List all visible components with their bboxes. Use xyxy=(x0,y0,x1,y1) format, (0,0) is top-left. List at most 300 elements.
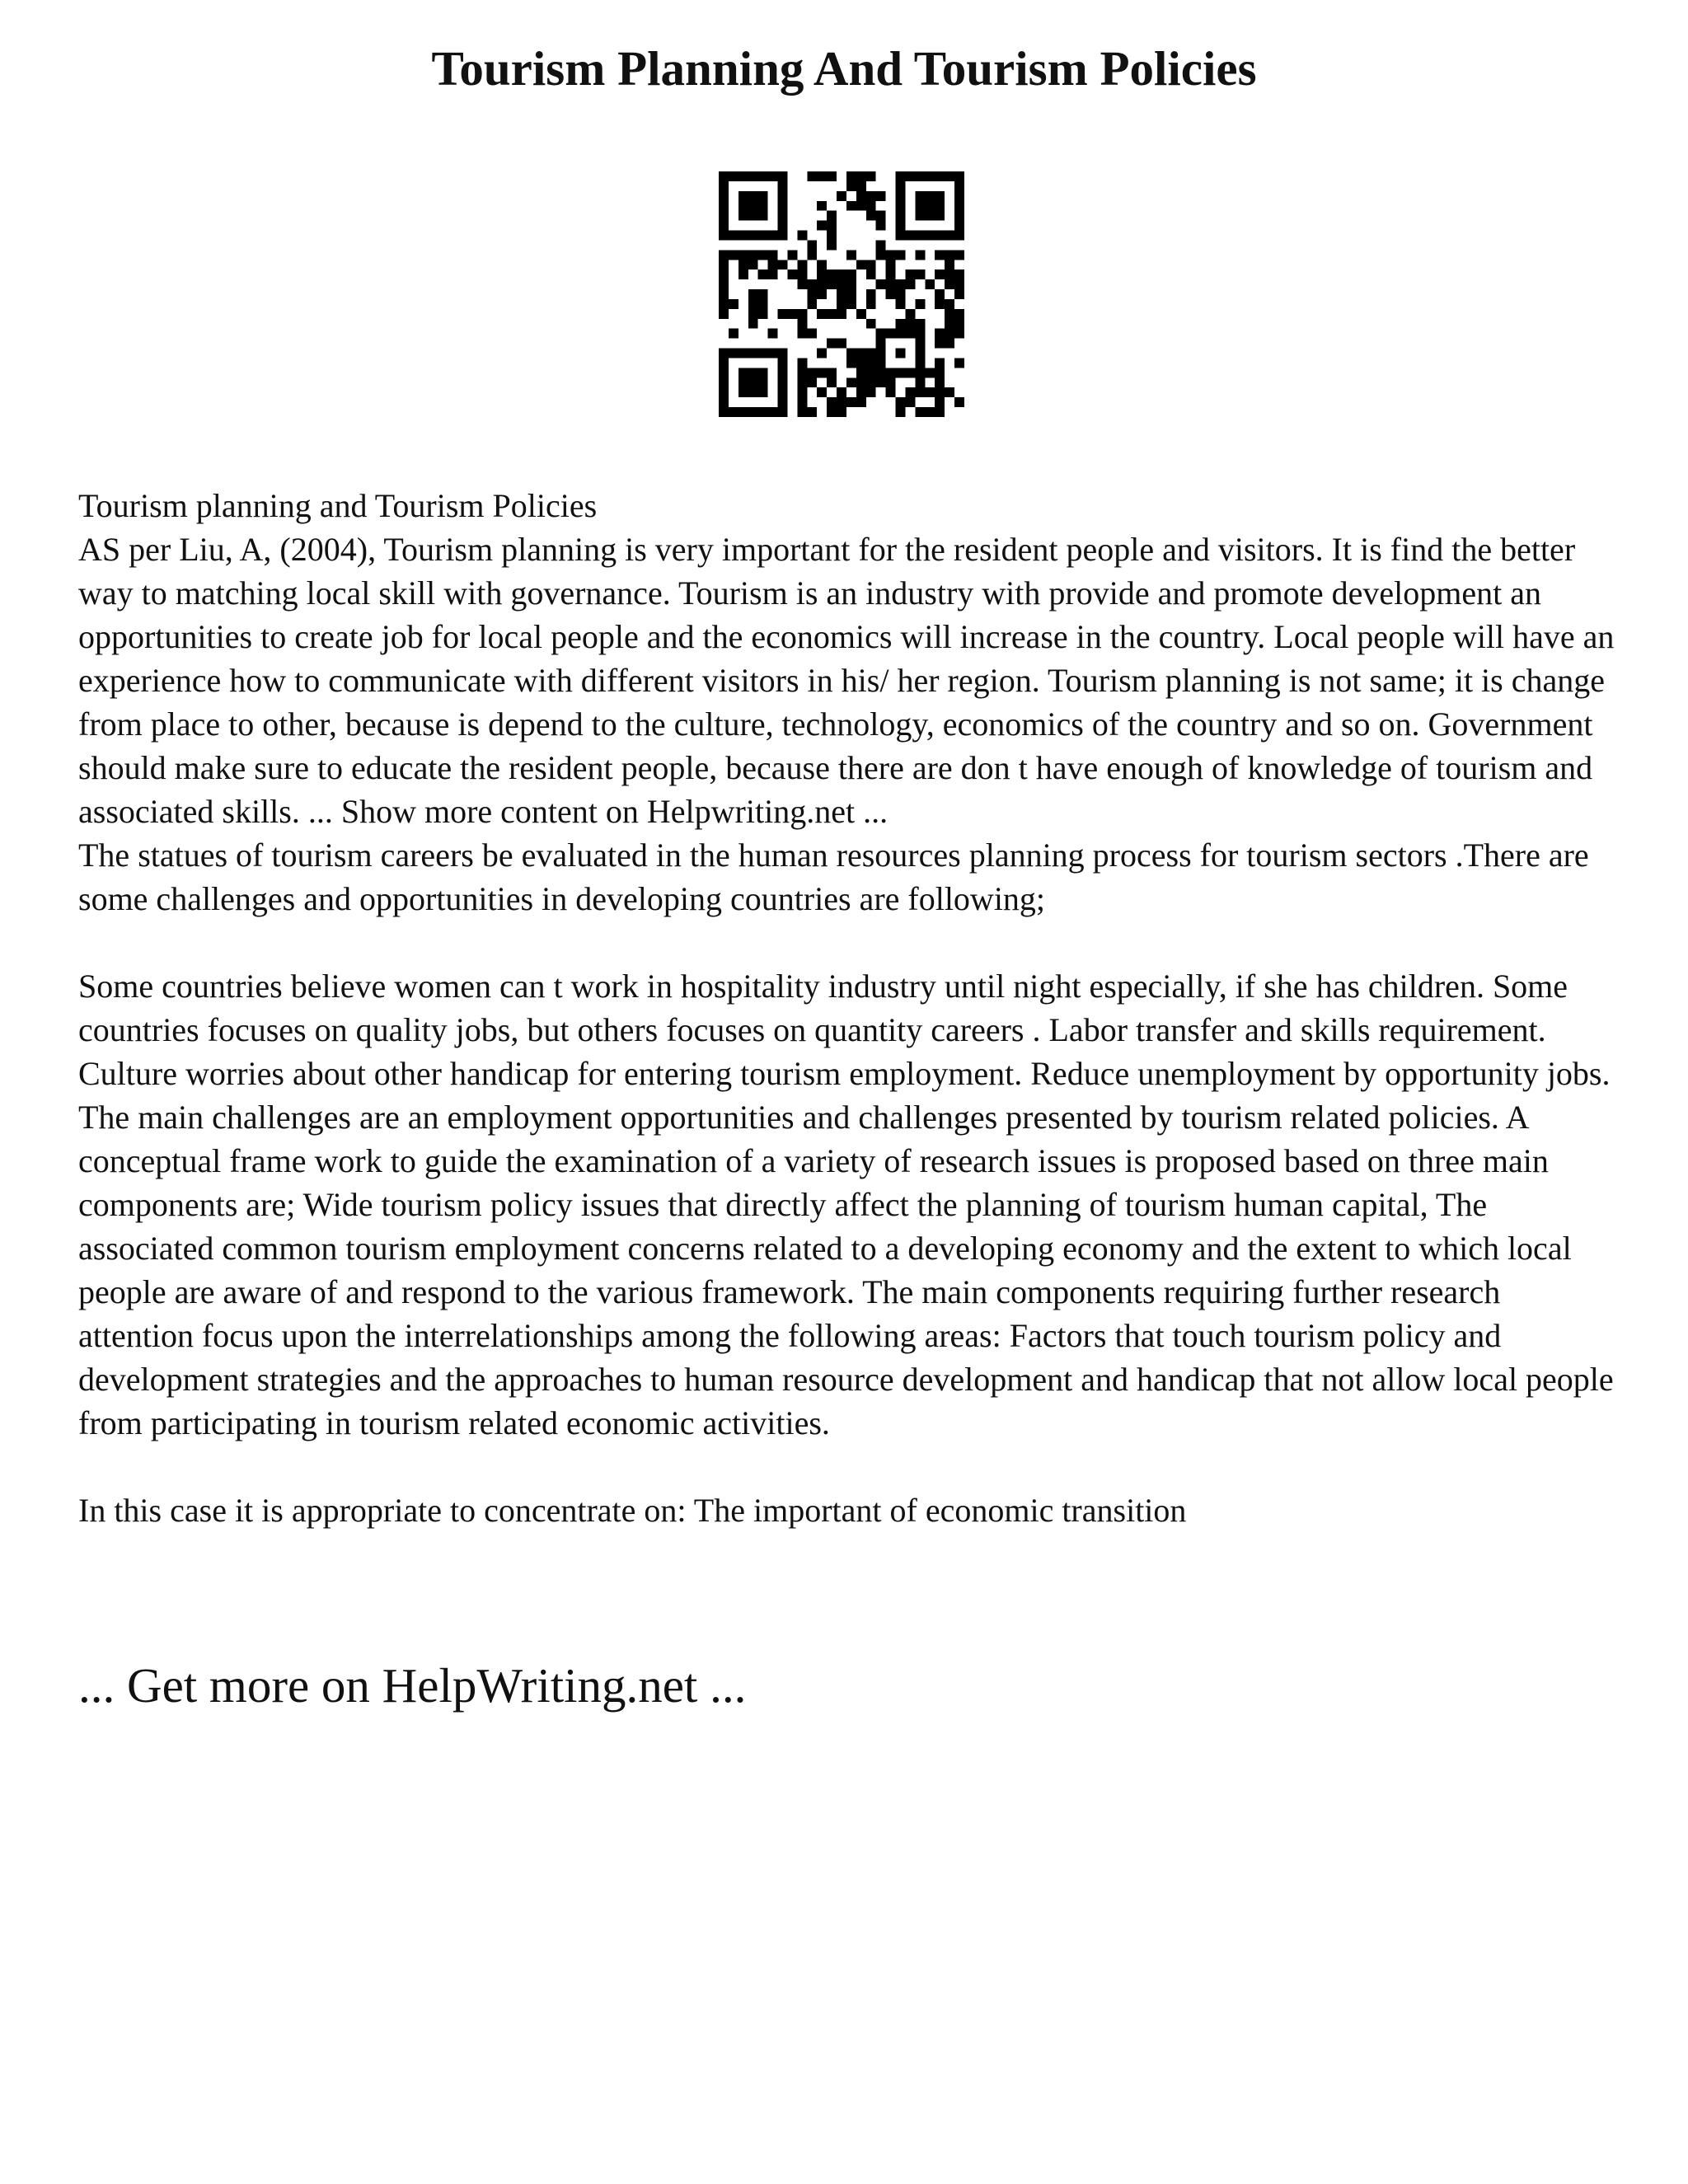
qr-module xyxy=(954,319,964,329)
qr-module xyxy=(807,250,817,260)
qr-module xyxy=(856,349,866,359)
qr-module xyxy=(768,231,778,241)
qr-module xyxy=(817,289,827,299)
qr-module xyxy=(729,250,738,260)
qr-module xyxy=(719,260,729,269)
qr-module xyxy=(896,181,906,191)
qr-module xyxy=(719,171,729,181)
qr-module xyxy=(719,231,729,241)
qr-module xyxy=(935,269,945,279)
qr-module xyxy=(856,309,866,319)
qr-module xyxy=(896,407,906,417)
qr-module xyxy=(935,201,945,211)
qr-module xyxy=(748,250,758,260)
qr-module xyxy=(719,269,729,279)
qr-module xyxy=(797,377,807,387)
qr-module xyxy=(866,377,876,387)
qr-module xyxy=(886,269,896,279)
paragraph-4: In this case it is appropriate to concentrate on: The important of economic transition xyxy=(78,1492,1187,1529)
qr-module xyxy=(827,231,837,241)
qr-module xyxy=(856,260,866,269)
qr-module xyxy=(778,211,788,221)
qr-module xyxy=(886,279,896,289)
qr-module xyxy=(748,407,758,417)
qr-module xyxy=(778,349,788,359)
qr-module xyxy=(846,181,856,191)
qr-module xyxy=(719,211,729,221)
qr-module xyxy=(729,171,738,181)
qr-module xyxy=(778,377,788,387)
qr-module xyxy=(778,358,788,368)
qr-module xyxy=(935,171,945,181)
qr-module xyxy=(935,250,945,260)
qr-module xyxy=(837,269,846,279)
qr-module xyxy=(856,171,866,181)
qr-module xyxy=(807,377,817,387)
qr-module xyxy=(915,171,925,181)
qr-module xyxy=(896,279,906,289)
qr-module xyxy=(827,211,837,221)
qr-module xyxy=(945,279,954,289)
qr-module xyxy=(866,269,876,279)
qr-module xyxy=(954,329,964,339)
qr-module xyxy=(817,349,827,359)
qr-module xyxy=(837,397,846,407)
qr-module xyxy=(954,201,964,211)
qr-module xyxy=(807,368,817,377)
qr-module xyxy=(719,221,729,231)
qr-module xyxy=(915,299,925,309)
qr-module xyxy=(738,211,748,221)
qr-module xyxy=(797,269,807,279)
qr-module xyxy=(935,397,945,407)
qr-module xyxy=(787,250,797,260)
qr-module xyxy=(719,191,729,201)
qr-module xyxy=(778,181,788,191)
qr-module xyxy=(935,377,945,387)
qr-module xyxy=(886,387,896,397)
qr-module xyxy=(719,349,729,359)
qr-module xyxy=(935,289,945,299)
qr-module xyxy=(866,171,876,181)
qr-module xyxy=(915,211,925,221)
qr-module xyxy=(719,309,729,319)
qr-module xyxy=(876,339,886,349)
qr-module xyxy=(876,358,886,368)
qr-module xyxy=(954,269,964,279)
qr-module xyxy=(945,260,954,269)
qr-module xyxy=(954,181,964,191)
qr-module xyxy=(719,181,729,191)
qr-module xyxy=(945,319,954,329)
qr-module xyxy=(846,358,856,368)
qr-module xyxy=(778,309,788,319)
qr-module xyxy=(807,279,817,289)
qr-module xyxy=(856,181,866,191)
qr-module xyxy=(758,299,768,309)
qr-module xyxy=(856,368,866,377)
qr-module xyxy=(954,221,964,231)
paragraph-gap xyxy=(78,921,1620,964)
qr-module xyxy=(807,329,817,339)
qr-module xyxy=(876,329,886,339)
qr-module xyxy=(856,358,866,368)
qr-module xyxy=(807,289,817,299)
qr-module xyxy=(925,171,935,181)
qr-module xyxy=(817,201,827,211)
qr-module xyxy=(797,368,807,377)
qr-module xyxy=(915,269,925,279)
qr-module xyxy=(925,387,935,397)
qr-module xyxy=(954,279,964,289)
qr-module xyxy=(905,397,915,407)
qr-module xyxy=(876,349,886,359)
qr-module xyxy=(768,269,778,279)
qr-module xyxy=(876,211,886,221)
qr-module xyxy=(837,279,846,289)
qr-module xyxy=(748,260,758,269)
qr-module xyxy=(768,329,778,339)
qr-module xyxy=(905,231,915,241)
qr-module xyxy=(768,171,778,181)
qr-module xyxy=(719,358,729,368)
qr-module xyxy=(935,231,945,241)
qr-module xyxy=(935,387,945,397)
qr-module xyxy=(935,339,945,349)
qr-module xyxy=(905,279,915,289)
qr-module xyxy=(915,358,925,368)
qr-module xyxy=(837,387,846,397)
qr-module xyxy=(748,211,758,221)
qr-module xyxy=(935,299,945,309)
qr-module xyxy=(856,397,866,407)
qr-module xyxy=(748,309,758,319)
qr-module xyxy=(738,231,748,241)
qr-module xyxy=(807,171,817,181)
qr-module xyxy=(846,269,856,279)
qr-module xyxy=(738,407,748,417)
qr-module xyxy=(827,240,837,250)
qr-module xyxy=(925,231,935,241)
qr-module xyxy=(935,368,945,377)
qr-module xyxy=(846,299,856,309)
qr-module xyxy=(778,231,788,241)
qr-module xyxy=(886,377,896,387)
qr-module xyxy=(729,231,738,241)
qr-module xyxy=(797,407,807,417)
qr-module xyxy=(925,368,935,377)
qr-module xyxy=(935,358,945,368)
qr-module xyxy=(827,279,837,289)
qr-module xyxy=(778,387,788,397)
qr-module xyxy=(817,269,827,279)
qr-module xyxy=(905,368,915,377)
qr-module xyxy=(778,397,788,407)
qr-module xyxy=(817,279,827,289)
qr-module xyxy=(925,211,935,221)
qr-module xyxy=(748,231,758,241)
qr-module xyxy=(758,269,768,279)
qr-module xyxy=(866,368,876,377)
qr-module xyxy=(748,387,758,397)
qr-module xyxy=(896,368,906,377)
qr-module xyxy=(915,319,925,329)
qr-module xyxy=(846,397,856,407)
qr-module xyxy=(778,221,788,231)
qr-module xyxy=(748,349,758,359)
qr-module xyxy=(748,319,758,329)
qr-module xyxy=(915,387,925,397)
article-body xyxy=(78,484,1620,1532)
qr-module xyxy=(827,397,837,407)
qr-module xyxy=(925,201,935,211)
qr-module xyxy=(768,260,778,269)
qr-module xyxy=(758,211,768,221)
qr-module xyxy=(896,397,906,407)
qr-module xyxy=(876,240,886,250)
qr-module xyxy=(738,260,748,269)
qr-module xyxy=(827,407,837,417)
qr-module xyxy=(738,191,748,201)
qr-module xyxy=(945,299,954,309)
qr-module xyxy=(935,329,945,339)
qr-module xyxy=(768,250,778,260)
qr-module xyxy=(925,407,935,417)
qr-module xyxy=(768,349,778,359)
qr-module xyxy=(719,299,729,309)
qr-module xyxy=(738,269,748,279)
qr-module xyxy=(797,329,807,339)
qr-module xyxy=(945,387,954,397)
qr-module xyxy=(719,289,729,299)
qr-module xyxy=(758,377,768,387)
qr-code-icon xyxy=(719,171,964,417)
qr-module xyxy=(846,349,856,359)
qr-module xyxy=(817,260,827,269)
qr-module xyxy=(846,289,856,299)
qr-module xyxy=(896,221,906,231)
qr-module xyxy=(738,368,748,377)
qr-module xyxy=(896,299,906,309)
qr-module xyxy=(729,349,738,359)
qr-module xyxy=(797,260,807,269)
qr-module xyxy=(905,269,915,279)
qr-module xyxy=(866,319,876,329)
qr-module xyxy=(896,329,906,339)
qr-module xyxy=(905,329,915,339)
qr-module xyxy=(807,240,817,250)
qr-module xyxy=(817,171,827,181)
qr-module xyxy=(905,171,915,181)
qr-module xyxy=(748,289,758,299)
qr-module xyxy=(896,191,906,201)
qr-module xyxy=(915,250,925,260)
qr-module xyxy=(837,407,846,417)
qr-module xyxy=(837,339,846,349)
qr-module xyxy=(768,407,778,417)
qr-module xyxy=(758,387,768,397)
qr-module xyxy=(778,368,788,377)
qr-module xyxy=(758,289,768,299)
qr-module xyxy=(954,171,964,181)
qr-module xyxy=(876,377,886,387)
qr-module xyxy=(719,279,729,289)
qr-module xyxy=(787,269,797,279)
qr-module xyxy=(866,260,876,269)
qr-module xyxy=(954,250,964,260)
qr-module xyxy=(945,309,954,319)
qr-module xyxy=(758,407,768,417)
qr-module xyxy=(856,191,866,201)
paragraph-gap xyxy=(78,1445,1620,1488)
qr-module xyxy=(846,377,856,387)
qr-module xyxy=(896,211,906,221)
qr-module xyxy=(807,407,817,417)
qr-module xyxy=(935,191,945,201)
qr-module xyxy=(738,201,748,211)
qr-module xyxy=(866,211,876,221)
qr-module xyxy=(719,397,729,407)
qr-module xyxy=(797,397,807,407)
qr-module xyxy=(787,309,797,319)
qr-module xyxy=(896,289,906,299)
qr-module xyxy=(817,309,827,319)
qr-module xyxy=(896,201,906,211)
qr-module xyxy=(758,309,768,319)
qr-module xyxy=(748,368,758,377)
qr-module xyxy=(935,407,945,417)
qr-module xyxy=(846,171,856,181)
qr-module xyxy=(856,201,866,211)
qr-module xyxy=(719,250,729,260)
qr-module xyxy=(915,368,925,377)
qr-module xyxy=(778,171,788,181)
qr-module xyxy=(817,221,827,231)
qr-module xyxy=(866,201,876,211)
qr-module xyxy=(945,250,954,260)
qr-module xyxy=(866,289,876,299)
qr-module xyxy=(797,231,807,241)
qr-module xyxy=(758,349,768,359)
qr-module xyxy=(748,377,758,387)
qr-module xyxy=(758,201,768,211)
qr-module xyxy=(837,309,846,319)
qr-module xyxy=(729,407,738,417)
qr-module xyxy=(729,329,738,339)
qr-module xyxy=(738,349,748,359)
qr-module xyxy=(719,201,729,211)
qr-module xyxy=(719,407,729,417)
qr-module xyxy=(719,387,729,397)
qr-module xyxy=(738,387,748,397)
qr-module xyxy=(954,211,964,221)
qr-module xyxy=(915,407,925,417)
qr-module xyxy=(748,171,758,181)
qr-module xyxy=(915,339,925,349)
qr-module xyxy=(827,221,837,231)
qr-module xyxy=(729,299,738,309)
qr-module xyxy=(945,329,954,339)
qr-module xyxy=(856,377,866,387)
qr-module xyxy=(886,289,896,299)
qr-module xyxy=(837,191,846,201)
qr-module xyxy=(954,289,964,299)
qr-module xyxy=(945,339,954,349)
qr-module xyxy=(925,279,935,289)
get-more-link[interactable]: ... Get more on HelpWriting.net ... xyxy=(78,1658,747,1713)
qr-module xyxy=(827,309,837,319)
qr-module xyxy=(817,368,827,377)
qr-module xyxy=(866,191,876,201)
qr-module xyxy=(915,349,925,359)
qr-module xyxy=(915,191,925,201)
qr-module xyxy=(827,269,837,279)
qr-module xyxy=(758,250,768,260)
qr-module xyxy=(945,269,954,279)
qr-module xyxy=(778,407,788,417)
qr-module xyxy=(738,171,748,181)
qr-module xyxy=(797,309,807,319)
qr-module xyxy=(876,191,886,201)
page-title: Tourism Planning And Tourism Policies xyxy=(431,41,1257,96)
paragraph-3: Some countries believe women can t work in hospitality industry until night especially, if she has children. Some countries focuses on quality jobs, but others focuses on quantity careers . Labor transfer and skills requirement. Culture worries about other handicap for entering tourism employment. Reduce unemployment by opportunity jobs. The main challenges are an employment opportunities and challenges presented by tourism related policies. A conceptual frame work to guide the examination of a variety of research issues is proposed based on three main components are; Wide tourism policy issues that directly affect the planning of tourism human capital, The associated common tourism employment concerns related to a developing economy and the extent to which local people are aware of and respond to the various framework. The main components requiring further research attention focus upon the interrelationships among the following areas: Factors that touch tourism policy and development strategies and the approaches to human resource development and handicap that not allow local people from participating in tourism related economic activities. xyxy=(78,968,1614,1441)
qr-module xyxy=(738,377,748,387)
qr-module xyxy=(935,211,945,221)
qr-module xyxy=(954,191,964,201)
qr-module xyxy=(896,349,906,359)
paragraph-2: The statues of tourism careers be evaluated in the human resources planning process for tourism sectors .There are some challenges and opportunities in developing countries are following; xyxy=(78,837,1589,917)
qr-module xyxy=(876,221,886,231)
qr-module xyxy=(876,368,886,377)
qr-module xyxy=(778,201,788,211)
qr-module xyxy=(915,377,925,387)
qr-module xyxy=(827,171,837,181)
paragraph-1: AS per Liu, A, (2004), Tourism planning is very important for the resident people and visitors. It is find the better way to matching local skill with governance. Tourism is an industry with provide and promote development an opportunities to create job for local people and the economics will increase in the country. Local people will have an experience how to communicate with different visitors in his/ her region. Tourism planning is not same; it is change from place to other, because is depend to the culture, technology, economics of the country and so on. Government should make sure to educate the resident people, because there are don t have enough of knowledge of tourism and associated skills. ... Show more content on Helpwriting.net ... xyxy=(78,531,1615,830)
qr-module xyxy=(876,279,886,289)
qr-module xyxy=(886,250,896,260)
qr-module xyxy=(719,368,729,377)
qr-module xyxy=(896,250,906,260)
qr-module xyxy=(866,299,876,309)
qr-module xyxy=(837,299,846,309)
qr-module xyxy=(954,397,964,407)
qr-module xyxy=(778,260,788,269)
qr-module xyxy=(846,201,856,211)
qr-module xyxy=(797,358,807,368)
qr-module xyxy=(915,329,925,339)
qr-module xyxy=(758,191,768,201)
qr-module xyxy=(954,358,964,368)
qr-module xyxy=(896,319,906,329)
qr-module xyxy=(837,289,846,299)
qr-module xyxy=(797,279,807,289)
qr-module xyxy=(915,231,925,241)
qr-module xyxy=(846,279,856,289)
qr-module xyxy=(846,250,856,260)
qr-module xyxy=(797,319,807,329)
qr-module xyxy=(748,191,758,201)
qr-module xyxy=(925,191,935,201)
qr-module xyxy=(896,231,906,241)
qr-module xyxy=(758,368,768,377)
qr-module xyxy=(866,349,876,359)
qr-module xyxy=(945,231,954,241)
qr-module xyxy=(758,231,768,241)
qr-module xyxy=(886,329,896,339)
article-heading-line: Tourism planning and Tourism Policies xyxy=(78,487,598,524)
qr-module xyxy=(905,309,915,319)
qr-module xyxy=(827,368,837,377)
